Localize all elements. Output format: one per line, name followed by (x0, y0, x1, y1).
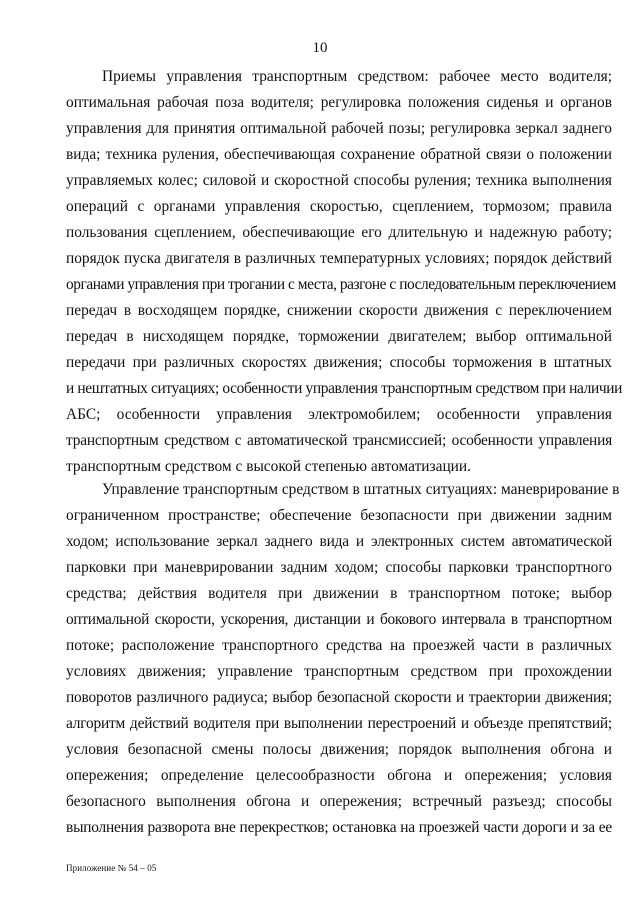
text-line: Управление транспортным средством в штатных ситуациях: маневрирование в (102, 481, 620, 498)
text-line: потоке; расположение транспортного средства на проезжей части в различных (66, 637, 612, 654)
text-line: Приемы управления транспортным средством: рабочее место водителя; (102, 68, 612, 85)
text-line: парковки при маневрировании задним ходом; способы парковки транспортного (66, 559, 612, 576)
footer-appendix-label: Приложение № 54 – 05 (66, 863, 157, 873)
text-line: и нештатных ситуациях; особенности управления транспортным средством при наличии (66, 380, 623, 397)
page-number: 10 (312, 40, 328, 56)
text-line: алгоритм действий водителя при выполнении перестроений и объезде препятствий; (66, 715, 612, 732)
paragraph-regular-situations (66, 477, 620, 841)
text-line: операций с органами управления скоростью, сцеплением, тормозом; правила (66, 198, 612, 215)
text-line: АБС; особенности управления электромобилем; особенности управления (66, 406, 612, 423)
text-line: условия безопасной смены полосы движения; порядок выполнения обгона и (66, 741, 612, 758)
text-line: поворотов различного радиуса; выбор безопасной скорости и траектории движения; (66, 689, 612, 706)
text-line: оптимальной скорости, ускорения, дистанции и бокового интервала в транспортном (66, 611, 612, 628)
text-line: порядок пуска двигателя в различных температурных условиях; порядок действий (66, 250, 612, 267)
text-line: ограниченном пространстве; обеспечение безопасности при движении задним (66, 507, 612, 524)
text-line: оптимальная рабочая поза водителя; регулировка положения сиденья и органов (66, 94, 612, 111)
text-line: управления для принятия оптимальной рабочей позы; регулировка зеркал заднего (66, 120, 612, 137)
text-line: пользования сцеплением, обеспечивающие его длительную и надежную работу; (66, 224, 612, 241)
text-line: органами управления при трогании с места, разгоне с последовательным переключением (66, 276, 616, 293)
text-line: ходом; использование зеркал заднего вида и электронных систем автоматической (66, 533, 612, 550)
paragraph-controls (66, 64, 623, 480)
text-line: опережения; определение целесообразности обгона и опережения; условия (66, 767, 612, 784)
text-line: безопасного выполнения обгона и опережения; встречный разъезд; способы (66, 793, 612, 810)
text-line: транспортным средством с автоматической трансмиссией; особенности управления (66, 432, 612, 449)
text-line: передачи при различных скоростях движения; способы торможения в штатных (66, 354, 612, 371)
text-line: передач в нисходящем порядке, торможении двигателем; выбор оптимальной (66, 328, 612, 345)
text-line: транспортным средством с высокой степенью автоматизации. (66, 458, 471, 475)
text-line: вида; техника руления, обеспечивающая сохранение обратной связи о положении (66, 146, 612, 163)
text-line: управляемых колес; силовой и скоростной способы руления; техника выполнения (66, 172, 612, 189)
text-line: средства; действия водителя при движении в транспортном потоке; выбор (66, 585, 612, 602)
text-line: условиях движения; управление транспортным средством при прохождении (66, 663, 612, 680)
text-line: передач в восходящем порядке, снижении скорости движения с переключением (66, 302, 612, 319)
text-line: выполнения разворота вне перекрестков; остановка на проезжей части дороги и за ее (66, 819, 612, 836)
